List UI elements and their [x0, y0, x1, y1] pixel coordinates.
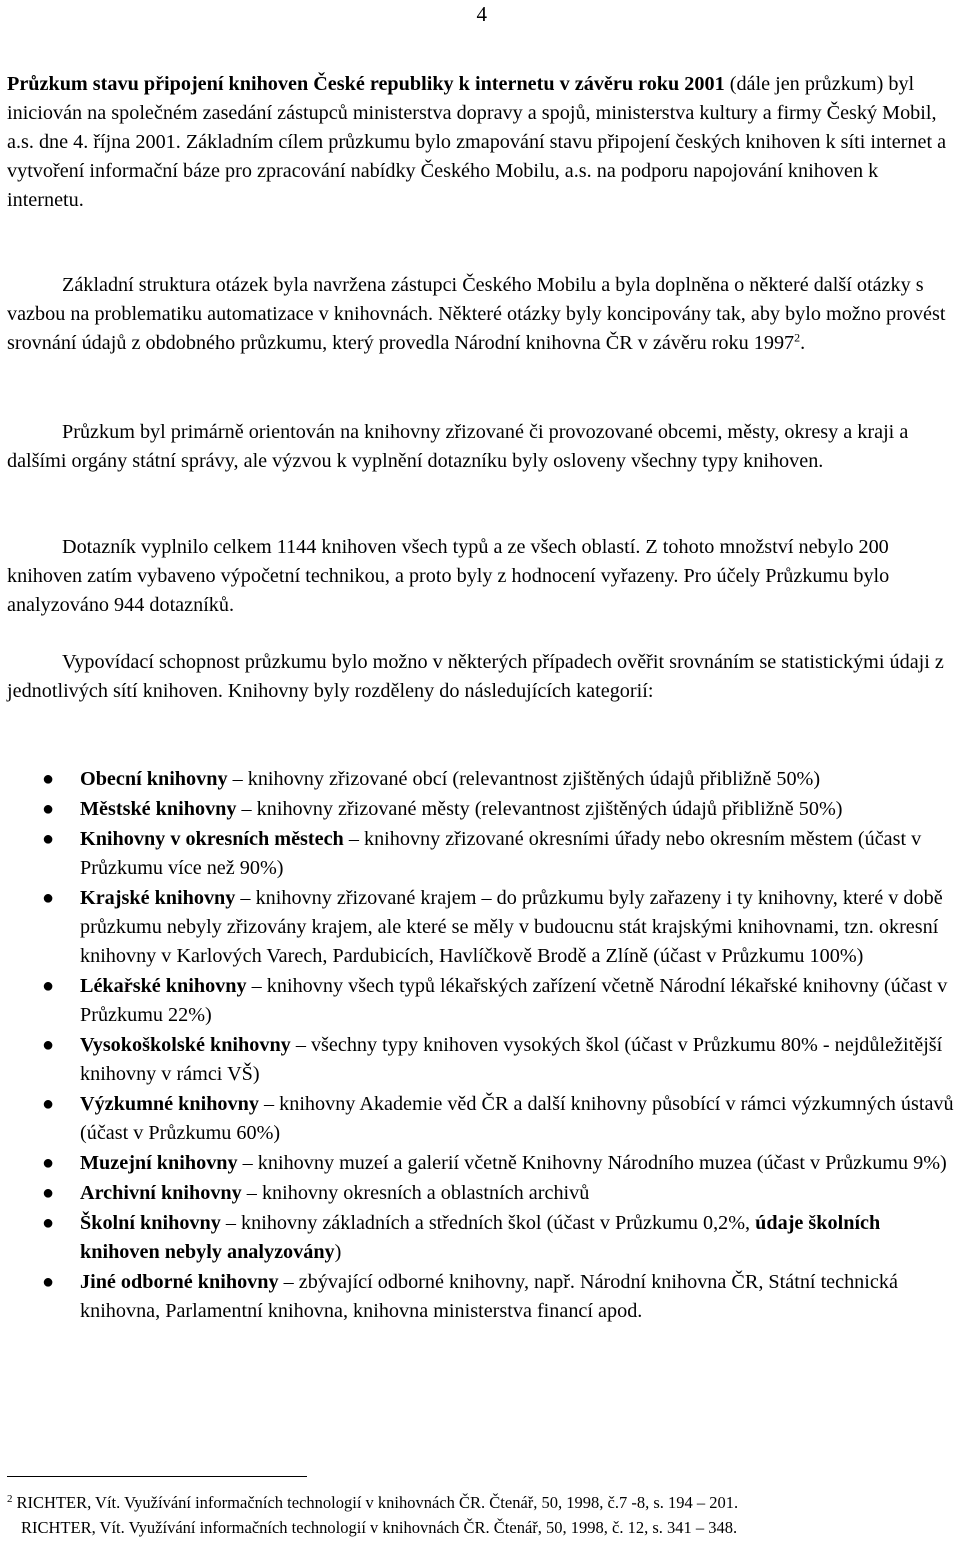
list-item: ● Obecní knihovny – knihovny zřizované obcí (relevantnost zjištěných údajů přibližně 50%) [0, 765, 960, 794]
bullet-icon: ● [42, 1034, 55, 1056]
footnote-mark: 2 [7, 1492, 13, 1505]
list-item: ● Městské knihovny – knihovny zřizované městy (relevantnost zjištěných údajů přibližně 50%) [0, 795, 960, 824]
footnote-divider [7, 1476, 307, 1477]
intro-bold-title: Průzkum stavu připojení knihoven České republiky k internetu v závěru roku 2001 [7, 73, 725, 95]
paragraph-orientation: Průzkum byl primárně orientován na knihovny zřizované či provozované obcemi, městy, okresy a kraji a dalšími orgány státní správy, ale výzvou k vyplnění dotazníku byly osloveny všechny typy knihoven. [7, 421, 909, 472]
bullet-icon: ● [42, 1093, 55, 1115]
page-number: 4 [476, 2, 487, 26]
footnote-line-1: $^2$ RICHTER, Vít. Využívání informačních technologií v knihovnách ČR. Čtenář, 50, 1998, č.7 -8, s. 194 – 201. [7, 1492, 739, 1512]
intro-paragraph [7, 70, 957, 215]
bullet-icon: ● [42, 1212, 55, 1234]
list-item: ● Vysokoškolské knihovny – všechny typy knihoven vysokých škol (účast v Průzkumu 80% - nejdůležitější knihovny v rámci VŠ) [0, 1031, 960, 1089]
bullet-icon: ● [42, 887, 55, 909]
list-item: ● Muzejní knihovny – knihovny muzeí a galerií včetně Knihovny Národního muzea (účast v Průzkumu 9%) [0, 1149, 960, 1178]
list-item: ● Knihovny v okresních městech – knihovny zřizované okresními úřady nebo okresním městem (účast v Průzkumu více než 90%) [0, 825, 960, 883]
bullet-icon: ● [42, 828, 55, 850]
bullet-icon: ● [42, 975, 55, 997]
paragraph-categories-intro: Vypovídací schopnost průzkumu bylo možno v některých případech ověřit srovnáním se statistickými údaji z jednotlivých sítí knihoven. Knihovny byly rozděleny do následujících kategorií: [7, 651, 944, 702]
paragraph-structure: Základní struktura otázek byla navržena zástupci Českého Mobilu a byla doplněna o některé další otázky s vazbou na problematiku automatizace v knihovnách. Některé otázky byly koncipovány tak, aby bylo možno provést srovnání údajů z obdobného průzkumu, který provedla Národní knihovna ČR v závěru roku 1997$^2$. [7, 274, 946, 354]
footnote-reference[interactable]: 2 [794, 330, 801, 345]
footnotes [7, 1490, 957, 1540]
list-item: ● Jiné odborné knihovny – zbývající odborné knihovny, např. Národní knihovna ČR, Státní technická knihovna, Parlamentní knihovna, knihovna ministerstva financí apod. [0, 1268, 960, 1326]
bullet-icon: ● [42, 1271, 55, 1293]
list-item: ● Lékařské knihovny – knihovny všech typů lékařských zařízení včetně Národní lékařské knihovny (účast v Průzkumu 22%) [0, 972, 960, 1030]
category-list [0, 765, 960, 1327]
bullet-icon: ● [42, 1152, 55, 1174]
bullet-icon: ● [42, 798, 55, 820]
list-item: ● Školní knihovny – knihovny základních a středních škol (účast v Průzkumu 0,2%, údaje školních knihoven nebyly analyzovány) [0, 1209, 960, 1267]
bullet-icon: ● [42, 1182, 55, 1204]
intro-text: (dále jen průzkum) byl iniciován na společném zasedání zástupců ministerstva dopravy a spojů, ministerstva kultury a firmy Český Mobil, a.s. dne 4. října 2001. Základním cílem průzkumu bylo zmapování stavu připojení českých knihoven k síti internet a vytvoření informační báze pro zpracování nabídky Českého Mobilu, a.s. na podporu napojování knihoven k internetu. [7, 73, 947, 211]
list-item: ● Výzkumné knihovny – knihovny Akademie věd ČR a další knihovny působící v rámci výzkumných ústavů (účast v Průzkumu 60%) [0, 1090, 960, 1148]
list-item: ● Krajské knihovny – knihovny zřizované krajem – do průzkumu byly zařazeny i ty knihovny, které v době průzkumu nebyly zřizovány krajem, ale které se měly v budoucnu stát krajskými knihovnami, tzn. okresní knihovny v Karlových Varech, Pardubicích, Havlíčkově Brodě a Zlíně (účast v Průzkumu 100%) [0, 884, 960, 971]
bullet-icon: ● [42, 768, 55, 790]
footnote-line-2: RICHTER, Vít. Využívání informačních technologií v knihovnách ČR. Čtenář, 50, 1998, č. 12, s. 341 – 348. [21, 1518, 738, 1537]
paragraph-questionnaire: Dotazník vyplnilo celkem 1144 knihoven všech typů a ze všech oblastí. Z tohoto množství nebylo 200 knihoven zatím vybaveno výpočetní technikou, a proto byly z hodnocení vyřazeny. Pro účely Průzkumu bylo analyzováno 944 dotazníků. [7, 536, 890, 616]
paragraph-structure-text: Základní struktura otázek byla navržena zástupci Českého Mobilu a byla doplněna o některé další otázky s vazbou na problematiku automatizace v knihovnách. Některé otázky byly koncipovány tak, aby bylo možno provést srovnání údajů z obdobného průzkumu, který provedla Národní knihovna ČR v závěru roku 1997 [7, 274, 946, 354]
list-item: ● Archivní knihovny – knihovny okresních a oblastních archivů [0, 1179, 960, 1208]
